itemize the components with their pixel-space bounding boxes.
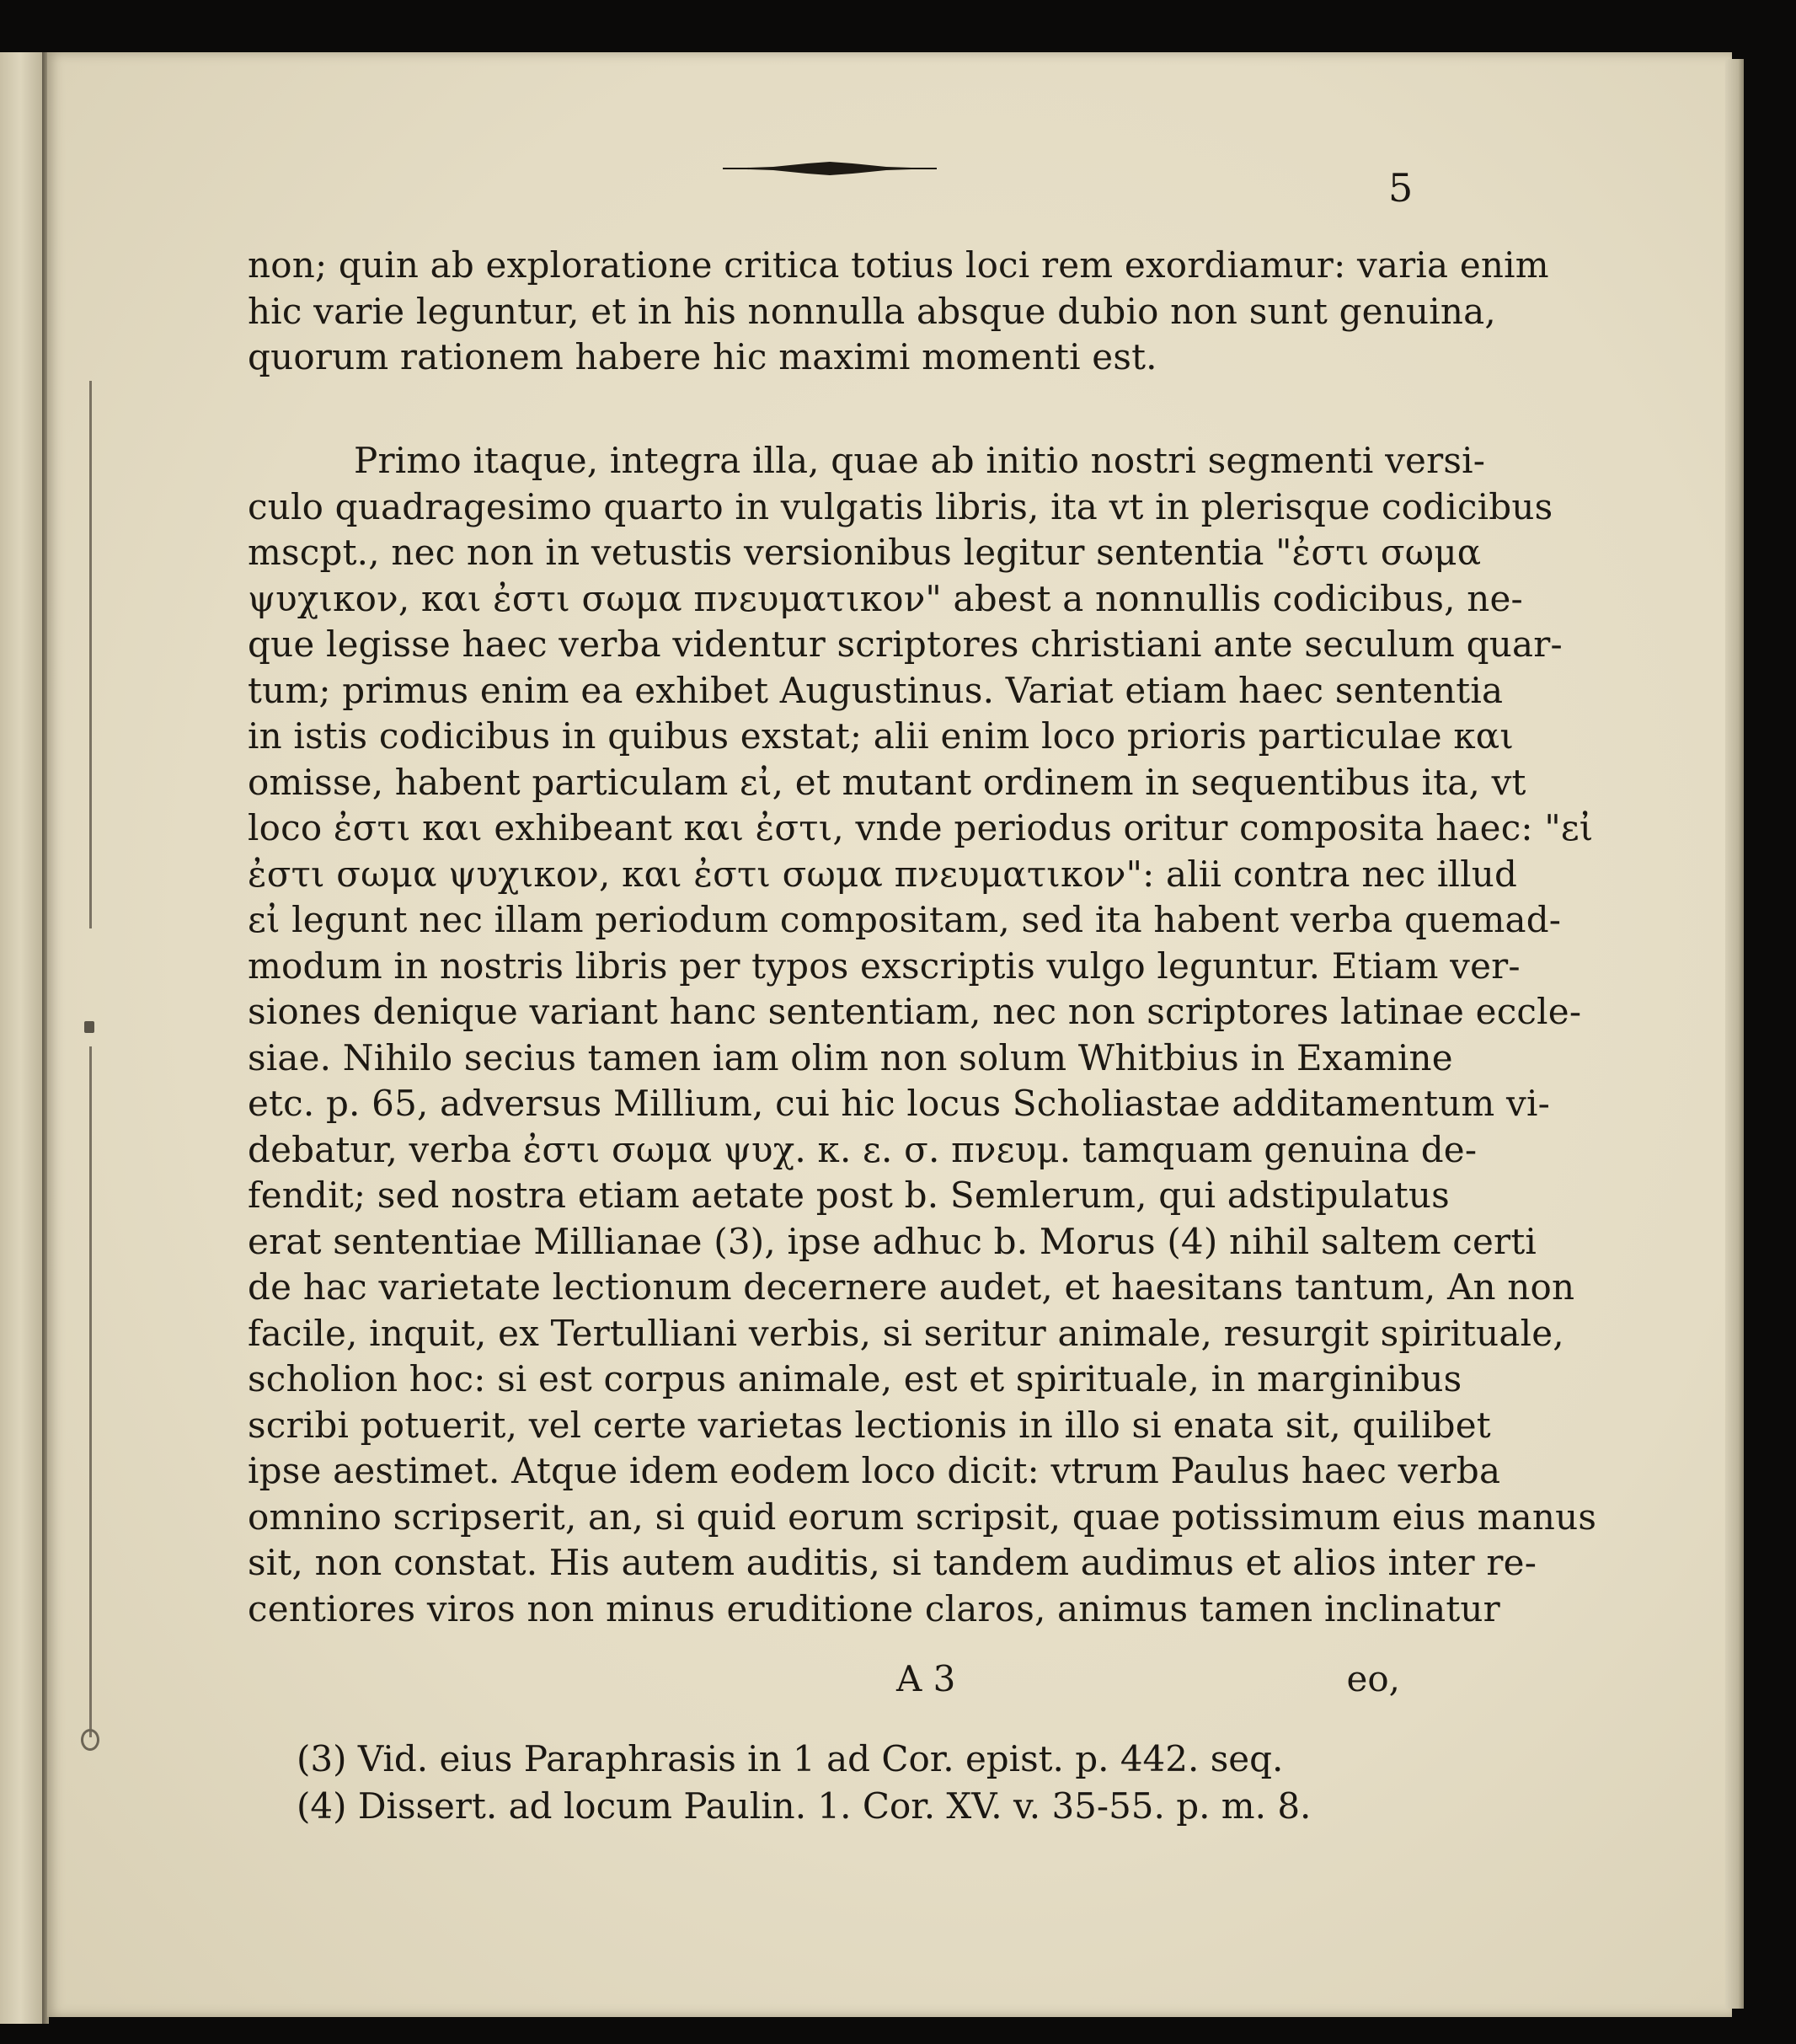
footnotes [297, 1736, 1311, 1830]
text-line: siae. Nihilo secius tamen iam olim non solum Whitbius in Examine [248, 1036, 1453, 1078]
text-line: quorum rationem habere hic maximi momenti est. [248, 336, 1157, 377]
text-line: sit, non constat. His autem auditis, si tandem audimus et alios inter re- [248, 1542, 1537, 1583]
text-line: siones denique variant hanc sententiam, nec non scriptores latinae eccle- [248, 991, 1582, 1032]
pencil-margin-line-upper [89, 381, 92, 928]
text-line: tum; primus enim ea exhibet Augustinus. Variat etiam haec sententia [248, 669, 1504, 711]
text-line: etc. p. 65, adversus Millium, cui hic locus Scholiastae additamentum vi- [248, 1083, 1550, 1124]
text-line: non; quin ab exploratione critica totius loci rem exordiamur: varia enim [248, 244, 1549, 286]
text-line: modum in nostris libris per typos exscriptis vulgo leguntur. Etiam ver- [248, 944, 1521, 987]
text-line: debatur, verba ἐστι σωμα ψυχ. κ. ε. σ. πνευμ. tamquam genuina de- [248, 1128, 1478, 1170]
text-line: mscpt., nec non in vetustis versionibus legitur sententia "ἐστι σωμα [248, 532, 1482, 573]
text-line: centiores viros non minus eruditione claros, animus tamen inclinatur [248, 1587, 1500, 1629]
paragraph-1 [248, 243, 1549, 381]
text-line: de hac varietate lectionum decernere audet, et haesitans tantum, An non [248, 1266, 1575, 1308]
footnote: (3) Vid. eius Paraphrasis in 1 ad Cor. epist. p. 442. seq. [297, 1738, 1284, 1779]
text-line: in istis codicibus in quibus exstat; alii enim loco prioris particulae και [248, 715, 1515, 757]
signature-row [248, 1658, 1408, 1705]
footnote: (4) Dissert. ad locum Paulin. 1. Cor. XV. v. 35-55. p. m. 8. [297, 1785, 1312, 1827]
text-line: culo quadragesimo quarto in vulgatis libris, ita vt in plerisque codicibus [248, 485, 1553, 527]
pencil-margin-curl [81, 1729, 99, 1751]
catchword: eo, [1346, 1658, 1400, 1699]
facing-page-edge [0, 52, 45, 2024]
text-line: fendit; sed nostra etiam aetate post b. Semlerum, qui adstipulatus [248, 1174, 1450, 1216]
text-line: ἐστι σωμα ψυχικον, και ἐστι σωμα πνευματικον": alii contra nec illud [248, 853, 1518, 895]
text-line: ipse aestimet. Atque idem eodem loco dicit: vtrum Paulus haec verba [248, 1450, 1501, 1491]
text-line: omnino scripserit, an, si quid eorum scripsit, quae potissimum eius manus [248, 1496, 1597, 1538]
text-line: εἰ legunt nec illam periodum compositam, sed ita habent verba quemad- [248, 899, 1562, 940]
text-line: Primo itaque, integra illa, quae ab initio nostri segmenti versi- [354, 440, 1486, 481]
headpiece-ornament [723, 160, 937, 177]
text-line: scholion hoc: si est corpus animale, est et spirituale, in marginibus [248, 1358, 1462, 1399]
text-line: scribi potuerit, vel certe varietas lectionis in illo si enata sit, quilibet [248, 1404, 1491, 1446]
text-line: ψυχικον, και ἐστι σωμα πνευματικον" abest a nonnullis codicibus, ne- [248, 577, 1523, 619]
pencil-margin-line-lower [89, 1046, 92, 1737]
text-line: facile, inquit, ex Tertulliani verbis, si seritur animale, resurgit spirituale, [248, 1312, 1564, 1354]
text-line: omisse, habent particulam εἰ, et mutant ordinem in sequentibus ita, vt [248, 761, 1526, 803]
text-line: hic varie leguntur, et in his nonnulla absque dubio non sunt genuina, [248, 290, 1496, 332]
pencil-margin-mark [84, 1021, 94, 1033]
page-number: 5 [1388, 165, 1414, 211]
page-fore-edge [1725, 59, 1744, 2009]
signature-mark: A 3 [896, 1658, 956, 1699]
text-line: loco ἐστι και exhibeant και ἐστι, vnde periodus oritur composita haec: "εἰ [248, 807, 1594, 848]
paragraph-2 [248, 438, 1597, 1632]
text-line: erat sententiae Millianae (3), ipse adhuc b. Morus (4) nihil saltem certi [248, 1220, 1537, 1262]
text-line: que legisse haec verba videntur scriptores christiani ante seculum quar- [248, 623, 1563, 665]
